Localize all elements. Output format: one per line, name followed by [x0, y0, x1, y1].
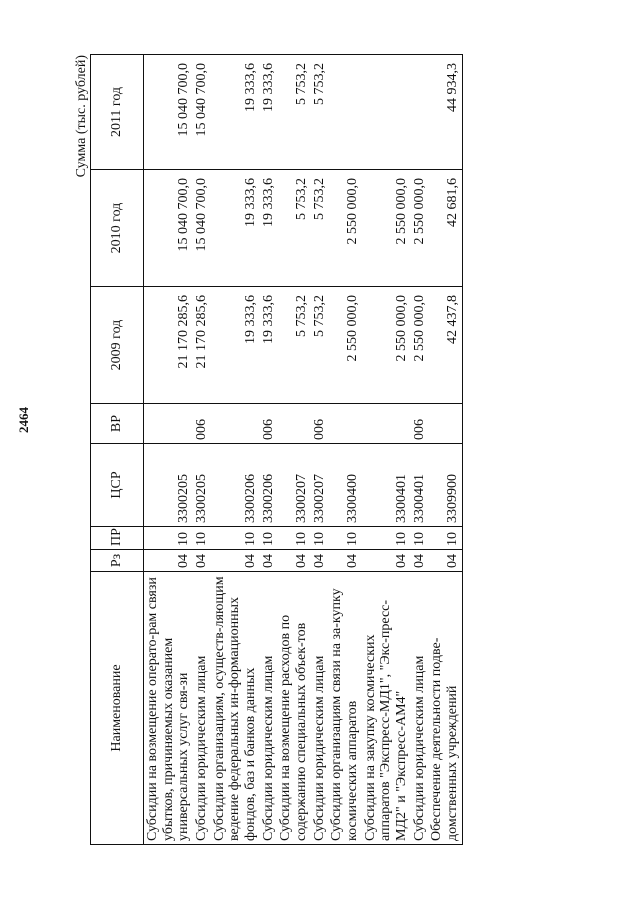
- row-vr: [211, 404, 260, 444]
- row-csr: 3300207: [277, 444, 310, 527]
- row-pr: 10: [328, 527, 361, 550]
- row-amount-2011: [411, 55, 429, 170]
- row-amount-2009: 5 753,2: [277, 287, 310, 404]
- row-amount-2011: 19 333,6: [260, 55, 278, 170]
- row-name: Субсидии юридическим лицам: [311, 572, 329, 845]
- row-name: Субсидии юридическим лицам: [193, 572, 211, 845]
- row-name: Субсидии организациям, осуществ-ляющим ведение федеральных ин-формационных фондов, баз и банков данных: [211, 572, 260, 845]
- row-amount-2009: 21 170 285,6: [144, 287, 194, 404]
- row-pr: 10: [362, 527, 411, 550]
- row-rz: 04: [193, 550, 211, 572]
- row-rz: 04: [362, 550, 411, 572]
- row-vr: [362, 404, 411, 444]
- row-name: Субсидии на возмещение расходов по содержанию специальных объек-тов: [277, 572, 310, 845]
- row-csr: 3300205: [193, 444, 211, 527]
- row-vr: 006: [193, 404, 211, 444]
- row-pr: 10: [428, 527, 462, 550]
- row-amount-2009: 21 170 285,6: [193, 287, 211, 404]
- table-row: [411, 55, 429, 845]
- row-pr: 10: [144, 527, 194, 550]
- row-name: Субсидии юридическим лицам: [411, 572, 429, 845]
- row-csr: 3300401: [411, 444, 429, 527]
- row-csr: 3300400: [328, 444, 361, 527]
- row-amount-2010: 5 753,2: [311, 170, 329, 287]
- units-note: Сумма (тыс. рублей): [74, 55, 89, 178]
- header-vr: ВР: [91, 404, 144, 444]
- row-rz: 04: [311, 550, 329, 572]
- row-name: Субсидии на возмещение операто-рам связи убытков, причиняемых оказанием универсальных услуг свя-зи: [144, 572, 194, 845]
- header-rz: Рз: [91, 550, 144, 572]
- row-amount-2009: 2 550 000,0: [328, 287, 361, 404]
- row-amount-2009: 42 437,8: [428, 287, 462, 404]
- row-amount-2011: 44 934,3: [428, 55, 462, 170]
- table-row: [362, 55, 411, 845]
- row-amount-2010: 15 040 700,0: [144, 170, 194, 287]
- row-amount-2009: 19 333,6: [211, 287, 260, 404]
- row-amount-2011: 15 040 700,0: [193, 55, 211, 170]
- row-csr: 3300401: [362, 444, 411, 527]
- budget-table: [90, 54, 463, 845]
- row-vr: [277, 404, 310, 444]
- row-vr: [144, 404, 194, 444]
- header-pr: ПР: [91, 527, 144, 550]
- row-pr: 10: [193, 527, 211, 550]
- row-amount-2010: 2 550 000,0: [411, 170, 429, 287]
- row-name: Субсидии организациям связи на за-купку космических аппаратов: [328, 572, 361, 845]
- row-vr: 006: [260, 404, 278, 444]
- row-vr: 006: [411, 404, 429, 444]
- row-rz: 04: [144, 550, 194, 572]
- row-vr: 006: [311, 404, 329, 444]
- row-pr: 10: [211, 527, 260, 550]
- row-amount-2009: 2 550 000,0: [411, 287, 429, 404]
- header-2009: 2009 год: [91, 287, 144, 404]
- row-pr: 10: [277, 527, 310, 550]
- row-name: Субсидии на закупку космических аппаратов "Экспресс-МД1", "Экс-пресс-МД2" и "Экспресс-АМ4": [362, 572, 411, 845]
- table-row: [193, 55, 211, 845]
- row-pr: 10: [260, 527, 278, 550]
- table-row: [311, 55, 329, 845]
- row-pr: 10: [411, 527, 429, 550]
- row-amount-2011: 5 753,2: [311, 55, 329, 170]
- header-csr: ЦСР: [91, 444, 144, 527]
- table-row: [277, 55, 310, 845]
- row-vr: [328, 404, 361, 444]
- row-amount-2011: 19 333,6: [211, 55, 260, 170]
- row-amount-2011: 15 040 700,0: [144, 55, 194, 170]
- header-2011: 2011 год: [91, 55, 144, 170]
- row-rz: 04: [428, 550, 462, 572]
- row-name: Субсидии юридическим лицам: [260, 572, 278, 845]
- row-rz: 04: [260, 550, 278, 572]
- row-pr: 10: [311, 527, 329, 550]
- row-vr: [428, 404, 462, 444]
- row-amount-2009: 19 333,6: [260, 287, 278, 404]
- row-amount-2010: 2 550 000,0: [362, 170, 411, 287]
- row-csr: 3309900: [428, 444, 462, 527]
- row-csr: 3300206: [260, 444, 278, 527]
- row-amount-2010: 42 681,6: [428, 170, 462, 287]
- table-row: [328, 55, 361, 845]
- header-2010: 2010 год: [91, 170, 144, 287]
- row-rz: 04: [211, 550, 260, 572]
- row-amount-2011: [362, 55, 411, 170]
- row-amount-2010: 15 040 700,0: [193, 170, 211, 287]
- table-row: [428, 55, 462, 845]
- row-amount-2011: [328, 55, 361, 170]
- row-amount-2010: 19 333,6: [260, 170, 278, 287]
- table-header-row: [91, 55, 144, 845]
- row-csr: 3300206: [211, 444, 260, 527]
- table-row: [144, 55, 194, 845]
- row-amount-2009: 5 753,2: [311, 287, 329, 404]
- row-csr: 3300205: [144, 444, 194, 527]
- row-amount-2010: 19 333,6: [211, 170, 260, 287]
- table-row: [260, 55, 278, 845]
- row-name: Обеспечение деятельности подве-домственных учреждений: [428, 572, 462, 845]
- row-rz: 04: [411, 550, 429, 572]
- row-rz: 04: [277, 550, 310, 572]
- row-amount-2010: 2 550 000,0: [328, 170, 361, 287]
- table-row: [211, 55, 260, 845]
- row-amount-2011: 5 753,2: [277, 55, 310, 170]
- header-name: Наименование: [91, 572, 144, 845]
- row-rz: 04: [328, 550, 361, 572]
- budget-table-page: [74, 55, 560, 845]
- row-amount-2010: 5 753,2: [277, 170, 310, 287]
- row-amount-2009: 2 550 000,0: [362, 287, 411, 404]
- row-csr: 3300207: [311, 444, 329, 527]
- page-number: 2464: [16, 407, 31, 433]
